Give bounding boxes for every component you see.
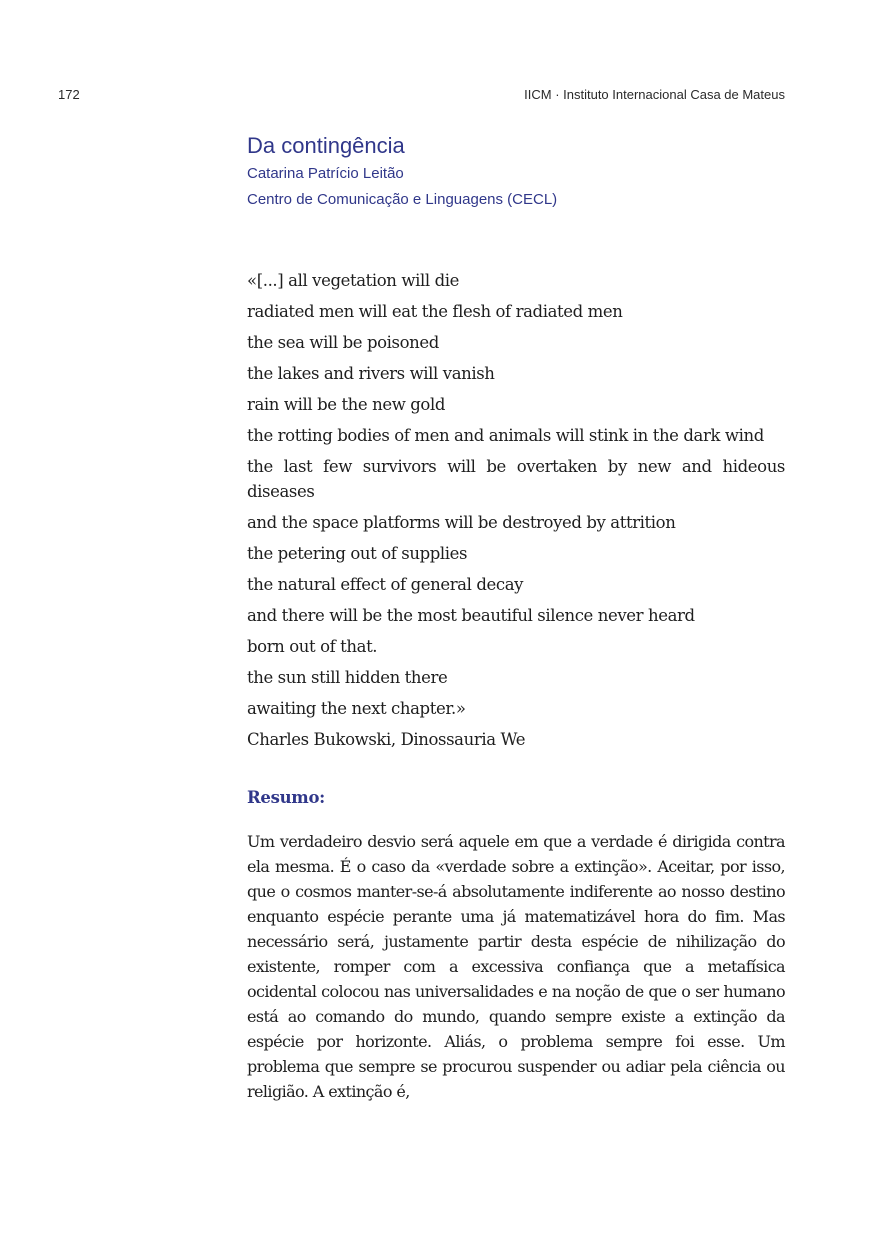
epigraph-line: the sun still hidden there — [247, 668, 448, 687]
epigraph-line: the last few survivors will be overtaken by new and hideous diseases — [247, 457, 785, 501]
author-affiliation: Centro de Comunicação e Linguagens (CECL) — [247, 191, 558, 208]
epigraph-line: the rotting bodies of men and animals will stink in the dark wind — [247, 426, 764, 445]
epigraph-line: «[...] all vegetation will die — [247, 271, 459, 290]
abstract-body: Um verdadeiro desvio será aquele em que a verdade é dirigida contra ela mesma. É o caso da «verdade sobre a extinção». Aceitar, por isso, que o cosmos manter-se-á absolutamente indiferente ao nosso destino enquanto espécie perante uma já matematizável hora do fim. Mas necessário será, justamente partir desta espécie de nihilização do existente, romper com a excessiva confiança que a metafísica ocidental colocou nas universalidades e na noção de que o ser humano está ao comando do mundo, quando sempre existe a extinção da espécie por horizonte. Aliás, o problema sempre foi esse. Um problema que sempre se procurou suspender ou adiar pela ciência ou religião. A extinção é, — [247, 832, 785, 1101]
epigraph-line: and the space platforms will be destroyed by attrition — [247, 513, 676, 532]
title-block — [247, 131, 557, 213]
epigraph-line: the natural effect of general decay — [247, 575, 524, 594]
running-header: IICM · Instituto Internacional Casa de Mateus — [524, 87, 785, 102]
epigraph-line: radiated men will eat the flesh of radiated men — [247, 302, 623, 321]
page-number: 172 — [58, 87, 80, 102]
author-name: Catarina Patrício Leitão — [247, 165, 404, 182]
article-title: Da contingência — [247, 133, 405, 158]
epigraph — [247, 268, 785, 758]
epigraph-line: born out of that. — [247, 637, 378, 656]
epigraph-line: awaiting the next chapter.» — [247, 699, 466, 718]
epigraph-line: rain will be the new gold — [247, 395, 446, 414]
epigraph-line: the petering out of supplies — [247, 544, 468, 563]
epigraph-line: and there will be the most beautiful silence never heard — [247, 606, 695, 625]
epigraph-line: the sea will be poisoned — [247, 333, 439, 352]
epigraph-attribution: Charles Bukowski, Dinossauria We — [247, 730, 526, 749]
abstract-heading: Resumo: — [247, 788, 325, 807]
epigraph-line: the lakes and rivers will vanish — [247, 364, 495, 383]
